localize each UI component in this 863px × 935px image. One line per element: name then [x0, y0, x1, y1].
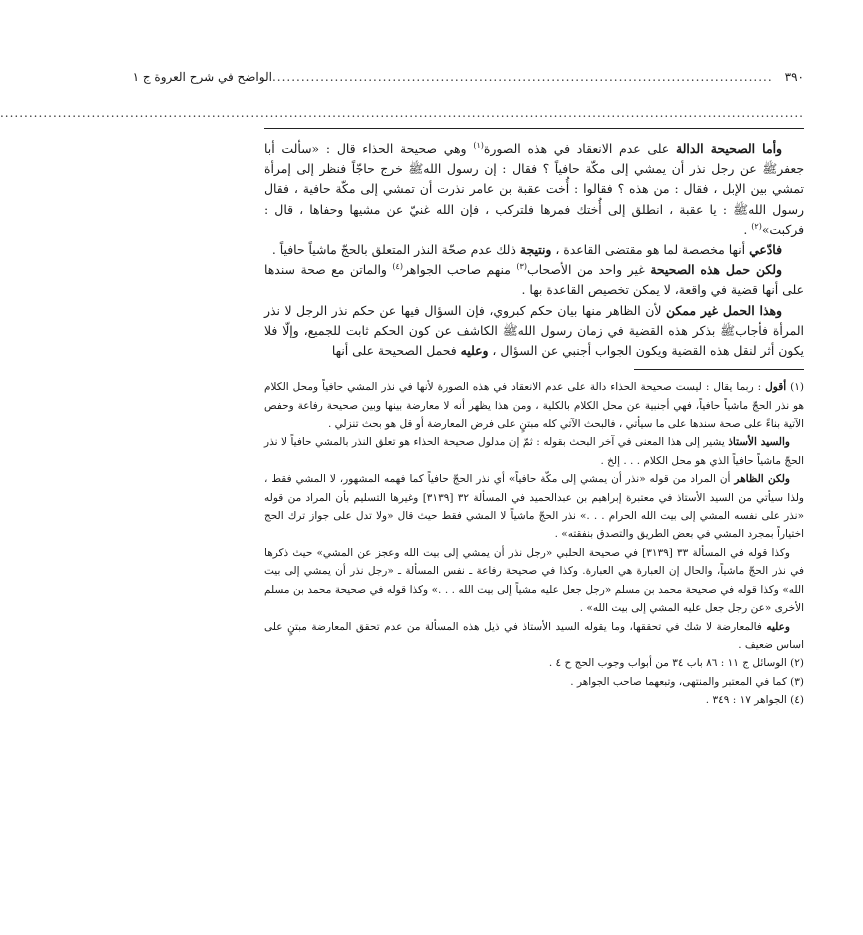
- text-run: وهي صحيحة الحذاء قال : «سألت أبا جعفرﷺ عن رجل نذر أن يمشي إلى مكّة حافياً ؟ فقال : إن رسول اللهﷺ خرج حاجّاً فنظر إلى إمرأة تمشي بين الإبل ، فقال : من هذه ؟ فقالوا : أُخت عقبة بن عامر نذرت أن تمشي إلى مكّة حافية ، فقال رسول اللهﷺ : يا عقبة ، انطلق إلى أُختك فمرها فلتركب ، فإن الله غنيّ عن مشيها وحفاها ، قال : فركبت»: [264, 141, 804, 237]
- bold-phrase: وعليه: [766, 620, 790, 633]
- bold-phrase: والسيد الأستاذ: [728, 436, 790, 449]
- footnote-ref-2: (٢): [751, 221, 762, 231]
- footnote-1-paragraph-3: [264, 470, 804, 544]
- footnote-1-paragraph-2: [264, 433, 804, 470]
- bold-phrase: وأما الصحيحة الدالة: [675, 141, 783, 156]
- footnotes: [264, 378, 804, 709]
- text-run: على عدم الانعقاد في هذه الصورة: [483, 141, 676, 156]
- bold-phrase: وهذا الحمل غير ممكن: [665, 302, 782, 318]
- bold-phrase: فادّعي: [749, 242, 782, 258]
- running-title: الواضح في شرح العروة ج ١: [132, 70, 272, 84]
- footnote-ref-4: (٤): [392, 262, 403, 272]
- bold-phrase: ولكن حمل هذه الصحيحة: [650, 262, 782, 278]
- text-run: : ربما يقال : ليست صحيحة الحذاء دالة على عدم الانعقاد في هذه الصورة لأنها في نذر المشي حافياً ومحل الكلام هو نذر الحجّ ماشياً حافياً، فهي أجنبية عن محل الكلام بالكلية ، ومن هذا يظهر أنه لا معارضة بينها وبين صحيحة رفاعة وحفص الآتية بناءً على صحة سندها على ما سيأتي ، فالبحث الآتي كله مبتنٍ على فرض المعارضة أو قل هو بحث تنزلي .: [264, 381, 804, 431]
- text-run: منهم صاحب الجواهر: [402, 262, 517, 278]
- bold-phrase: ولكن الظاهر: [734, 473, 791, 486]
- footnote-4: (٤) الجواهر ١٧ : ٣٤٩ .: [705, 694, 804, 707]
- text-run: وكذا قوله في المسألة ٣٣ [٣١٣٩] في صحيحة الحلبي «رجل نذر أن يمشي إلى بيت الله وعجز عن المشي» حيث ذكرها في نذر الحجّ ماشياً، والحال إن العبارة هي العبارة. وكذا في صحيحة رفاعة ـ نفس المسألة ـ «رجل نذر أن يمشي إلى بيت الله» وكذا قوله في صحيحة محمد بن مسلم «رجل جعل عليه مشياً إلى بيت الله . . .» وكذا قوله في صحيحة محمد بن مسلم الأخرى «عن رجل جعل عليه المشي إلى بيت الله» .: [264, 546, 804, 615]
- text-run: والماتن مع صحة سندها على أنها قضية في واقعة، لا يمكن تخصيص القاعدة بها .: [264, 262, 804, 298]
- bold-phrase: ونتيجة: [519, 242, 552, 258]
- book-page: [0, 70, 805, 710]
- text-run: فحمل الصحيحة على أنها: [331, 343, 461, 359]
- text-run: فالمعارضة لا شك في تحققها، وما يقوله السيد الأستاذ في ذيل هذه المسألة من عدم تحقق المعارضة مبتنٍ على اساس ضعيف .: [264, 620, 804, 651]
- text-run: ذلك عدم صحّة النذر المتعلق بالحجّ ماشياً حافياً .: [271, 242, 520, 258]
- footnote-number: (١): [786, 381, 805, 394]
- footnote-separator: [634, 369, 804, 370]
- bold-phrase: أقول: [765, 381, 787, 394]
- text-run: لأن الظاهر منها بيان حكم كبروي، فإن السؤال فيها عن حكم نذر الرجل لا نذر المرأة فأجابﷺ بذكر هذه القضية في زمان رسول اللهﷺ الكاشف عن كون الحكم ثابت للجميع، وإلّا فلا يكون أثر لنقل هذه القضية ويكون الجواب أجنبي عن السؤال ،: [264, 302, 804, 359]
- footnote-ref-3: (٣): [516, 262, 527, 272]
- footnote-2: (٢) الوسائل ج ١١ : ٨٦ باب ٣٤ من أبواب وجوب الحج ح ٤ .: [548, 657, 804, 670]
- header-leader-dots: ........................................................................................................: [271, 70, 773, 84]
- page-number: ٣٩٠: [784, 70, 804, 84]
- text-run: .: [743, 221, 752, 237]
- text-run: غير واحد من الأصحاب: [526, 262, 651, 278]
- paragraph-claim: [264, 240, 804, 260]
- footnote-1: [264, 378, 804, 433]
- paragraph-rebuttal: [264, 301, 804, 362]
- text-run: أنها مخصصة لما هو مقتضى القاعدة ،: [551, 242, 750, 258]
- running-header: [132, 70, 804, 92]
- footnote-1-paragraph-4: [264, 544, 804, 618]
- header-rule: [264, 128, 804, 129]
- text-run: أن المراد من قوله «نذر أن يمشي إلى مكّة حافياً» أي نذر الحجّ حافياً كما فهمه المشهور، لا المشي فقط ، ولذا سيأتي من السيد الأستاذ في معتبرة إبراهيم بن عبدالحميد في المسألة ٣٢ [٣١٣٩] وغيرها التسليم بأن المراد من قوله «نذر على نفسه المشي إلى بيت الله الحرام . . .» نذر الحجّ ماشياً لا المشي فقط حيث قال «ولا تدل على جواز ترك الحج اختياراً بمجرد المشي في بعض الطريق والتصدق بنفقته» .: [264, 473, 805, 541]
- footnote-ref-1: (١): [473, 140, 484, 150]
- footnote-1-paragraph-5: [264, 618, 804, 655]
- dotted-separator: .......................................................................................................................................................................: [0, 106, 804, 120]
- paragraph-sahiha-hadhdha: [264, 139, 804, 240]
- bold-phrase: وعليه: [460, 343, 489, 359]
- text-run: يشير إلى هذا المعنى في آخر البحث بقوله : ثمّ إن مدلول صحيحة الحذاء هو تعلق النذر بالمشي حافياً لا نذر الحجّ ماشياً حافياً الذي هو محل الكلام . . . إلخ .: [264, 436, 804, 467]
- footnote-3: (٣) كما في المعتبر والمنتهى، وتبعهما صاحب الجواهر .: [570, 675, 804, 688]
- main-text: [264, 139, 804, 361]
- paragraph-interpretation: [264, 260, 804, 300]
